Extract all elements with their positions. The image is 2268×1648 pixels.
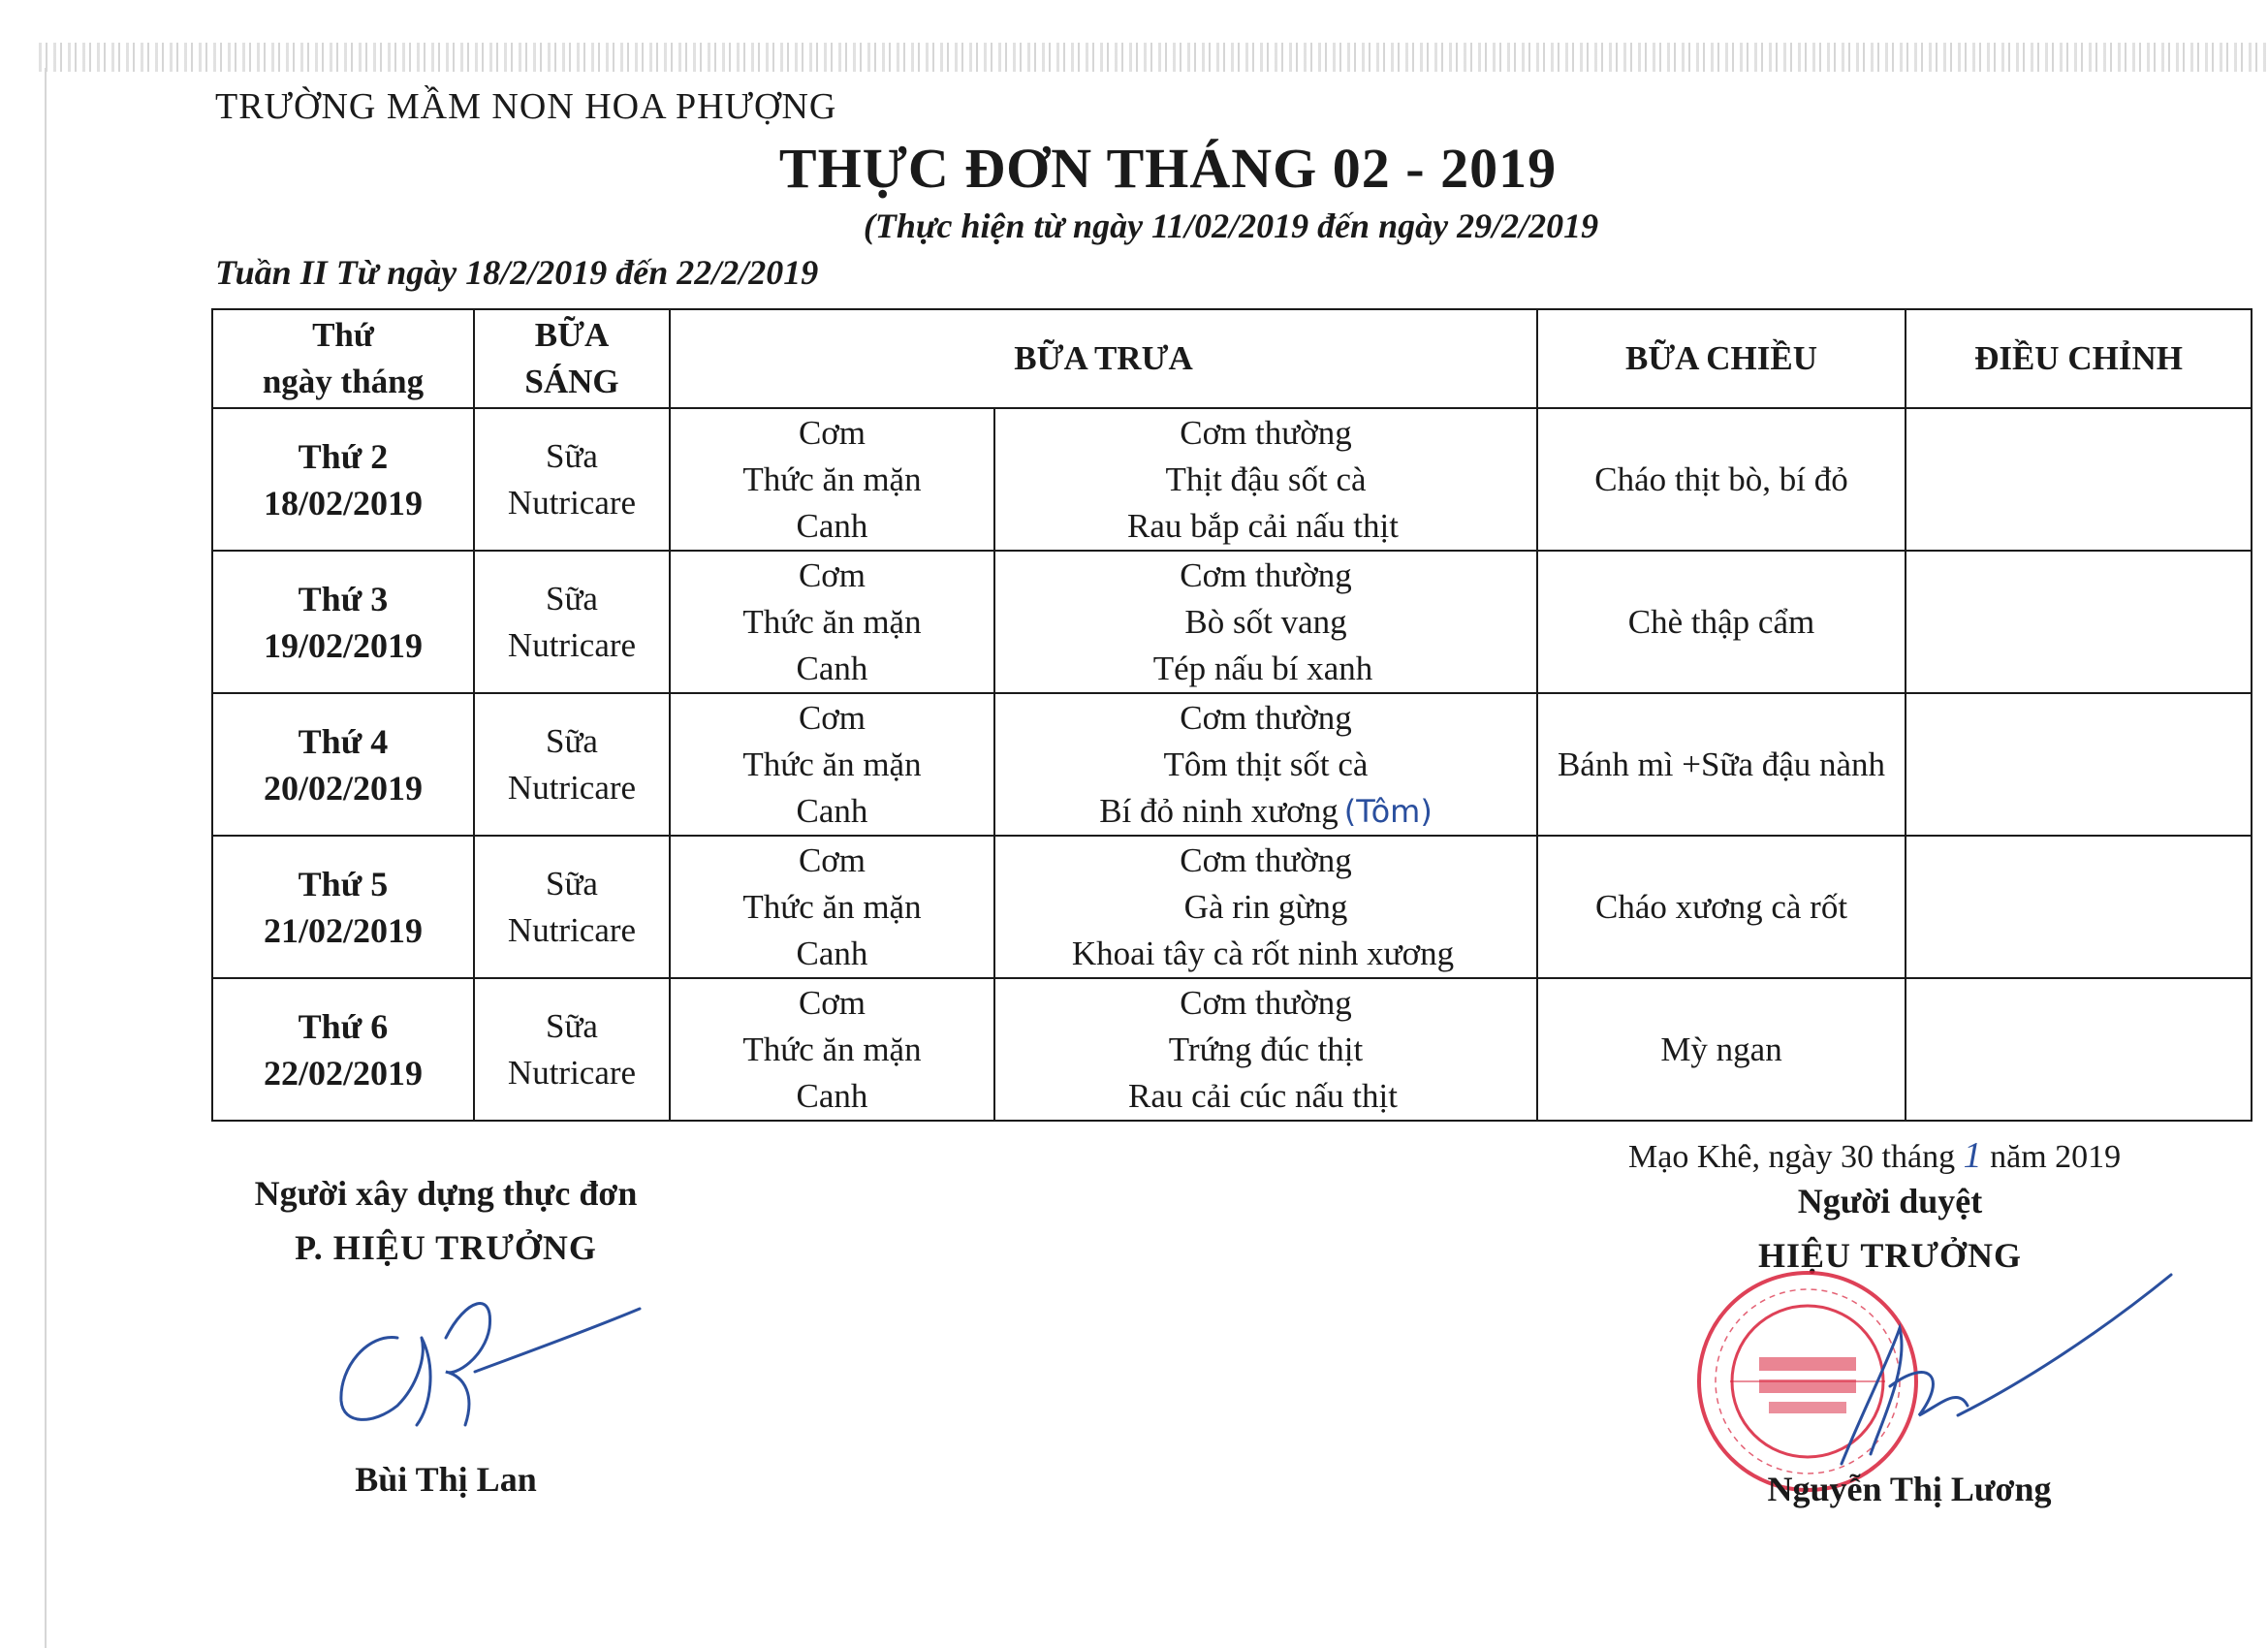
lunch-dish-soup: Khoai tây cà rốt ninh xương xyxy=(1071,934,1455,972)
breakfast-line1: Sữa xyxy=(546,864,598,903)
header-adjust: ĐIỀU CHỈNH xyxy=(1906,309,2252,408)
menu-period: (Thực hiện từ ngày 11/02/2019 đến ngày 29/2/2019 xyxy=(863,206,1599,245)
breakfast-line1: Sữa xyxy=(546,721,598,760)
left-signature-image xyxy=(330,1280,649,1444)
breakfast-line1: Sữa xyxy=(546,436,598,475)
lunch-dish-main: Trứng đúc thịt xyxy=(1168,1030,1364,1068)
lunch-dish-rice: Cơm thường xyxy=(1180,555,1352,594)
header-day-line2: ngày tháng xyxy=(262,363,425,400)
lunch-label-cell xyxy=(670,408,994,551)
lunch-label-main: Thức ăn mặn xyxy=(742,745,922,783)
right-signature-role: HIỆU TRƯỞNG xyxy=(1757,1236,2023,1275)
lunch-dish-soup-wrap xyxy=(995,646,1536,692)
lunch-label-rice: Cơm xyxy=(798,840,866,879)
lunch-label-cell xyxy=(670,836,994,978)
header-day xyxy=(212,309,474,408)
day-label: Thứ 5 xyxy=(298,864,389,903)
lunch-dish-rice: Cơm thường xyxy=(1180,698,1352,737)
breakfast-cell xyxy=(474,693,670,836)
breakfast-line2: Nutricare xyxy=(507,1053,637,1092)
lunch-label-soup: Canh xyxy=(796,934,868,972)
scan-noise-strip xyxy=(39,43,2268,72)
lunch-label-main: Thức ăn mặn xyxy=(742,460,922,498)
school-name: TRƯỜNG MẦM NON HOA PHƯỢNG xyxy=(215,86,837,127)
lunch-label-soup: Canh xyxy=(796,649,868,687)
lunch-dish-cell xyxy=(994,551,1537,693)
lunch-label-rice: Cơm xyxy=(798,555,866,594)
lunch-dish-rice: Cơm thường xyxy=(1180,840,1352,879)
header-breakfast xyxy=(474,309,670,408)
lunch-dish-soup: Tép nấu bí xanh xyxy=(1152,649,1373,687)
afternoon-cell: Cháo xương cà rốt xyxy=(1537,836,1906,978)
header-breakfast-line1: BỮA xyxy=(534,316,610,354)
adjust-cell xyxy=(1906,693,2252,836)
breakfast-cell xyxy=(474,408,670,551)
lunch-dish-main: Thịt đậu sốt cà xyxy=(1165,460,1367,498)
table-row xyxy=(212,693,2252,836)
lunch-label-rice: Cơm xyxy=(798,413,866,452)
lunch-label-cell xyxy=(670,978,994,1121)
lunch-label-soup: Canh xyxy=(796,1076,868,1115)
day-date: 18/02/2019 xyxy=(263,483,423,523)
lunch-label-cell xyxy=(670,693,994,836)
lunch-dish-main: Tôm thịt sốt cà xyxy=(1163,745,1369,783)
day-cell xyxy=(212,693,474,836)
day-date: 20/02/2019 xyxy=(263,768,423,808)
header-afternoon: BỮA CHIỀU xyxy=(1537,309,1906,408)
lunch-label-soup: Canh xyxy=(796,506,868,545)
header-lunch: BỮA TRƯA xyxy=(670,309,1537,408)
table-row xyxy=(212,551,2252,693)
breakfast-cell xyxy=(474,978,670,1121)
lunch-dish-rice: Cơm thường xyxy=(1180,983,1352,1022)
breakfast-line2: Nutricare xyxy=(507,625,637,664)
right-signature-block xyxy=(1686,1181,2094,1276)
scan-edge-line xyxy=(45,68,47,1648)
afternoon-cell: Mỳ ngan xyxy=(1537,978,1906,1121)
lunch-dish-cell xyxy=(994,978,1537,1121)
breakfast-cell xyxy=(474,551,670,693)
week-range: Tuần II Từ ngày 18/2/2019 đến 22/2/2019 xyxy=(215,253,819,292)
lunch-label-main: Thức ăn mặn xyxy=(742,887,922,926)
lunch-dish-cell xyxy=(994,408,1537,551)
lunch-dish-rice: Cơm thường xyxy=(1180,413,1352,452)
breakfast-cell xyxy=(474,836,670,978)
day-cell xyxy=(212,408,474,551)
lunch-label-cell xyxy=(670,551,994,693)
lunch-label-main: Thức ăn mặn xyxy=(742,602,922,641)
right-signature-image xyxy=(1803,1270,2190,1474)
day-label: Thứ 4 xyxy=(298,721,389,761)
adjust-cell xyxy=(1906,408,2252,551)
adjust-cell xyxy=(1906,836,2252,978)
right-signature-label: Người duyệt xyxy=(1797,1182,1983,1220)
day-date: 22/02/2019 xyxy=(263,1053,423,1093)
place-date-prefix: Mạo Khê, ngày 30 tháng xyxy=(1628,1139,1956,1175)
lunch-dish-soup-wrap xyxy=(995,1073,1536,1120)
day-cell xyxy=(212,978,474,1121)
handwritten-note: (Tôm) xyxy=(1343,792,1433,830)
lunch-dish-cell xyxy=(994,836,1537,978)
menu-table xyxy=(211,308,2252,1122)
lunch-label-rice: Cơm xyxy=(798,983,866,1022)
table-row xyxy=(212,836,2252,978)
lunch-label-main: Thức ăn mặn xyxy=(742,1030,922,1068)
breakfast-line2: Nutricare xyxy=(507,910,637,949)
table-row xyxy=(212,408,2252,551)
table-header-row xyxy=(212,309,2252,408)
adjust-cell xyxy=(1906,978,2252,1121)
breakfast-line1: Sữa xyxy=(546,1006,598,1045)
day-date: 19/02/2019 xyxy=(263,625,423,665)
left-signature-role: P. HIỆU TRƯỞNG xyxy=(295,1228,597,1267)
day-label: Thứ 2 xyxy=(298,436,389,476)
menu-title: THỰC ĐƠN THÁNG 02 - 2019 xyxy=(778,137,1558,200)
lunch-dish-cell xyxy=(994,693,1537,836)
afternoon-cell: Cháo thịt bò, bí đỏ xyxy=(1537,408,1906,551)
header-breakfast-line2: SÁNG xyxy=(524,363,619,400)
lunch-dish-main: Gà rin gừng xyxy=(1183,887,1348,926)
place-date xyxy=(1628,1134,2121,1177)
day-cell xyxy=(212,551,474,693)
day-label: Thứ 6 xyxy=(298,1006,389,1046)
afternoon-cell: Chè thập cẩm xyxy=(1537,551,1906,693)
lunch-label-rice: Cơm xyxy=(798,698,866,737)
lunch-dish-main: Bò sốt vang xyxy=(1184,602,1347,641)
lunch-dish-soup: Rau cải cúc nấu thịt xyxy=(1128,1076,1398,1115)
left-signature-block xyxy=(223,1173,669,1268)
adjust-cell xyxy=(1906,551,2252,693)
lunch-dish-soup-wrap xyxy=(995,931,1536,977)
breakfast-line1: Sữa xyxy=(546,579,598,618)
breakfast-line2: Nutricare xyxy=(507,768,637,807)
place-date-month: 1 xyxy=(1963,1135,1982,1176)
left-signer-name: Bùi Thị Lan xyxy=(355,1460,537,1499)
left-signature-label: Người xây dựng thực đơn xyxy=(254,1174,638,1213)
lunch-label-soup: Canh xyxy=(796,791,868,830)
right-signer-name: Nguyễn Thị Lương xyxy=(1767,1470,2052,1508)
table-row xyxy=(212,978,2252,1121)
breakfast-line2: Nutricare xyxy=(507,483,637,522)
lunch-dish-soup-wrap xyxy=(995,788,1536,835)
lunch-dish-soup: Rau bắp cải nấu thịt xyxy=(1127,506,1399,545)
day-date: 21/02/2019 xyxy=(263,910,423,950)
day-cell xyxy=(212,836,474,978)
lunch-dish-soup: Bí đỏ ninh xương xyxy=(1099,791,1339,830)
day-label: Thứ 3 xyxy=(298,579,389,618)
lunch-dish-soup-wrap xyxy=(995,503,1536,550)
header-day-line1: Thứ xyxy=(312,316,374,354)
place-date-suffix: năm 2019 xyxy=(1990,1139,2122,1175)
afternoon-cell: Bánh mì +Sữa đậu nành xyxy=(1537,693,1906,836)
